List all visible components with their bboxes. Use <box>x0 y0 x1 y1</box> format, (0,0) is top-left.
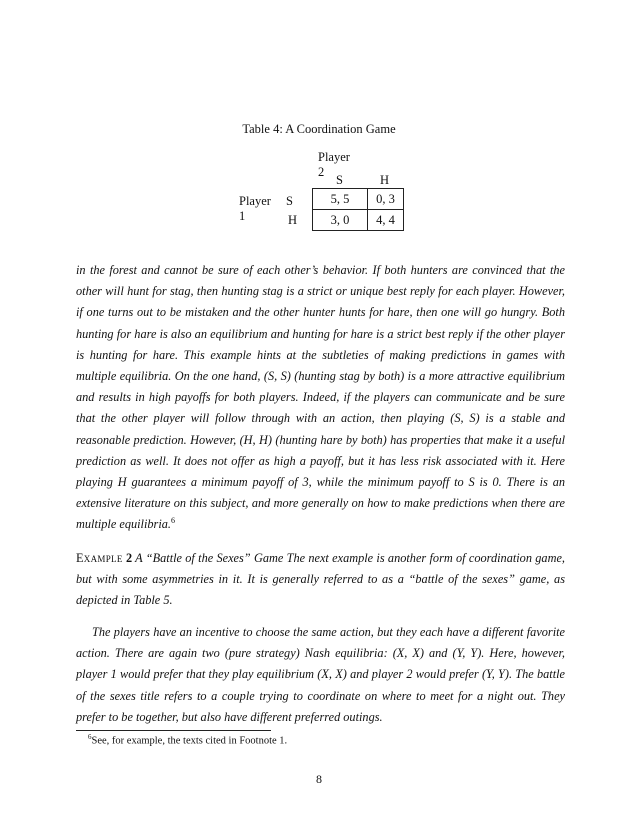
payoff-cell-h-s: 3, 0 <box>313 210 368 231</box>
footnote-text: See, for example, the texts cited in Footnote 1. <box>91 735 288 747</box>
table-row <box>313 210 404 231</box>
payoff-cell-s-h: 0, 3 <box>368 189 404 210</box>
payoff-matrix <box>312 188 404 231</box>
column-header-h: H <box>380 173 390 187</box>
footnote <box>88 733 287 747</box>
payoff-cell-h-h: 4, 4 <box>368 210 404 231</box>
player2-label: Player 2 <box>318 150 350 179</box>
paragraph-text: in the forest and cannot be sure of each other’s behavior. If both hunters are convinced that the other will hunt for stag, then hunting stag is a strict or unique best reply for each player. However, if one turns out to be mistaken and the other hunter hunts for hare, then one will go hungry. Both hunting for hare is also an equilibrium and hunting for hare is a strict best reply if the other player is hunting for hare. This example hints at the subtleties of making predictions in games with multiple equilibria. On the one hand, (S, S) (hunting stag by both) is a more attractive equilibrium and results in high payoffs for both players. Indeed, if the players can communicate and be sure that the other player will follow through with an action, then playing (S, S) is a stable and reasonable prediction. However, (H, H) (hunting hare by both) has properties that make it a useful prediction as well. It does not offer as high a payoff, but it has less risk associated with it. Here playing H guarantees a minimum payoff of 3, while the minimum payoff to S is 0. There is an extensive literature on this subject, and more generally on how to make predictions when there are multiple equilibria. <box>76 263 565 532</box>
paragraph-text: The players have an incentive to choose the same action, but they each have a different favorite action. There are again two (pure strategy) Nash equilibria: (X, X) and (Y, Y). Here, however, player 1 would prefer that they play equilibrium (X, X) and player 2 would prefer (Y, Y). The battle of the sexes title refers to a couple trying to coordinate on where to meet for a night out. They prefer to be together, but also have different preferred outings. <box>76 625 565 724</box>
table-caption: Table 4: A Coordination Game <box>242 122 396 136</box>
payoff-cell-s-s: 5, 5 <box>313 189 368 210</box>
table-row <box>313 189 404 210</box>
footnote-reference: 6 <box>170 516 175 526</box>
player1-label: Player 1 <box>239 194 271 223</box>
footnote-rule <box>76 730 271 731</box>
paragraph-example-2 <box>76 548 565 612</box>
paragraph-stag-hunt <box>76 260 565 536</box>
row-header-s: S <box>286 194 293 208</box>
footnote-mark: 6 <box>88 733 92 741</box>
paragraph-battle-of-sexes <box>76 622 565 728</box>
column-header-s: S <box>336 173 343 187</box>
example-label: Example <box>76 551 123 565</box>
page-number: 8 <box>316 772 322 786</box>
paragraph-text: A “Battle of the Sexes” Game The next example is another form of coordination game, but with some asymmetries in it. It is generally referred to as a “battle of the sexes” game, as depicted in Table 5. <box>76 551 565 608</box>
example-number: 2 <box>125 551 133 565</box>
row-header-h: H <box>288 213 298 227</box>
